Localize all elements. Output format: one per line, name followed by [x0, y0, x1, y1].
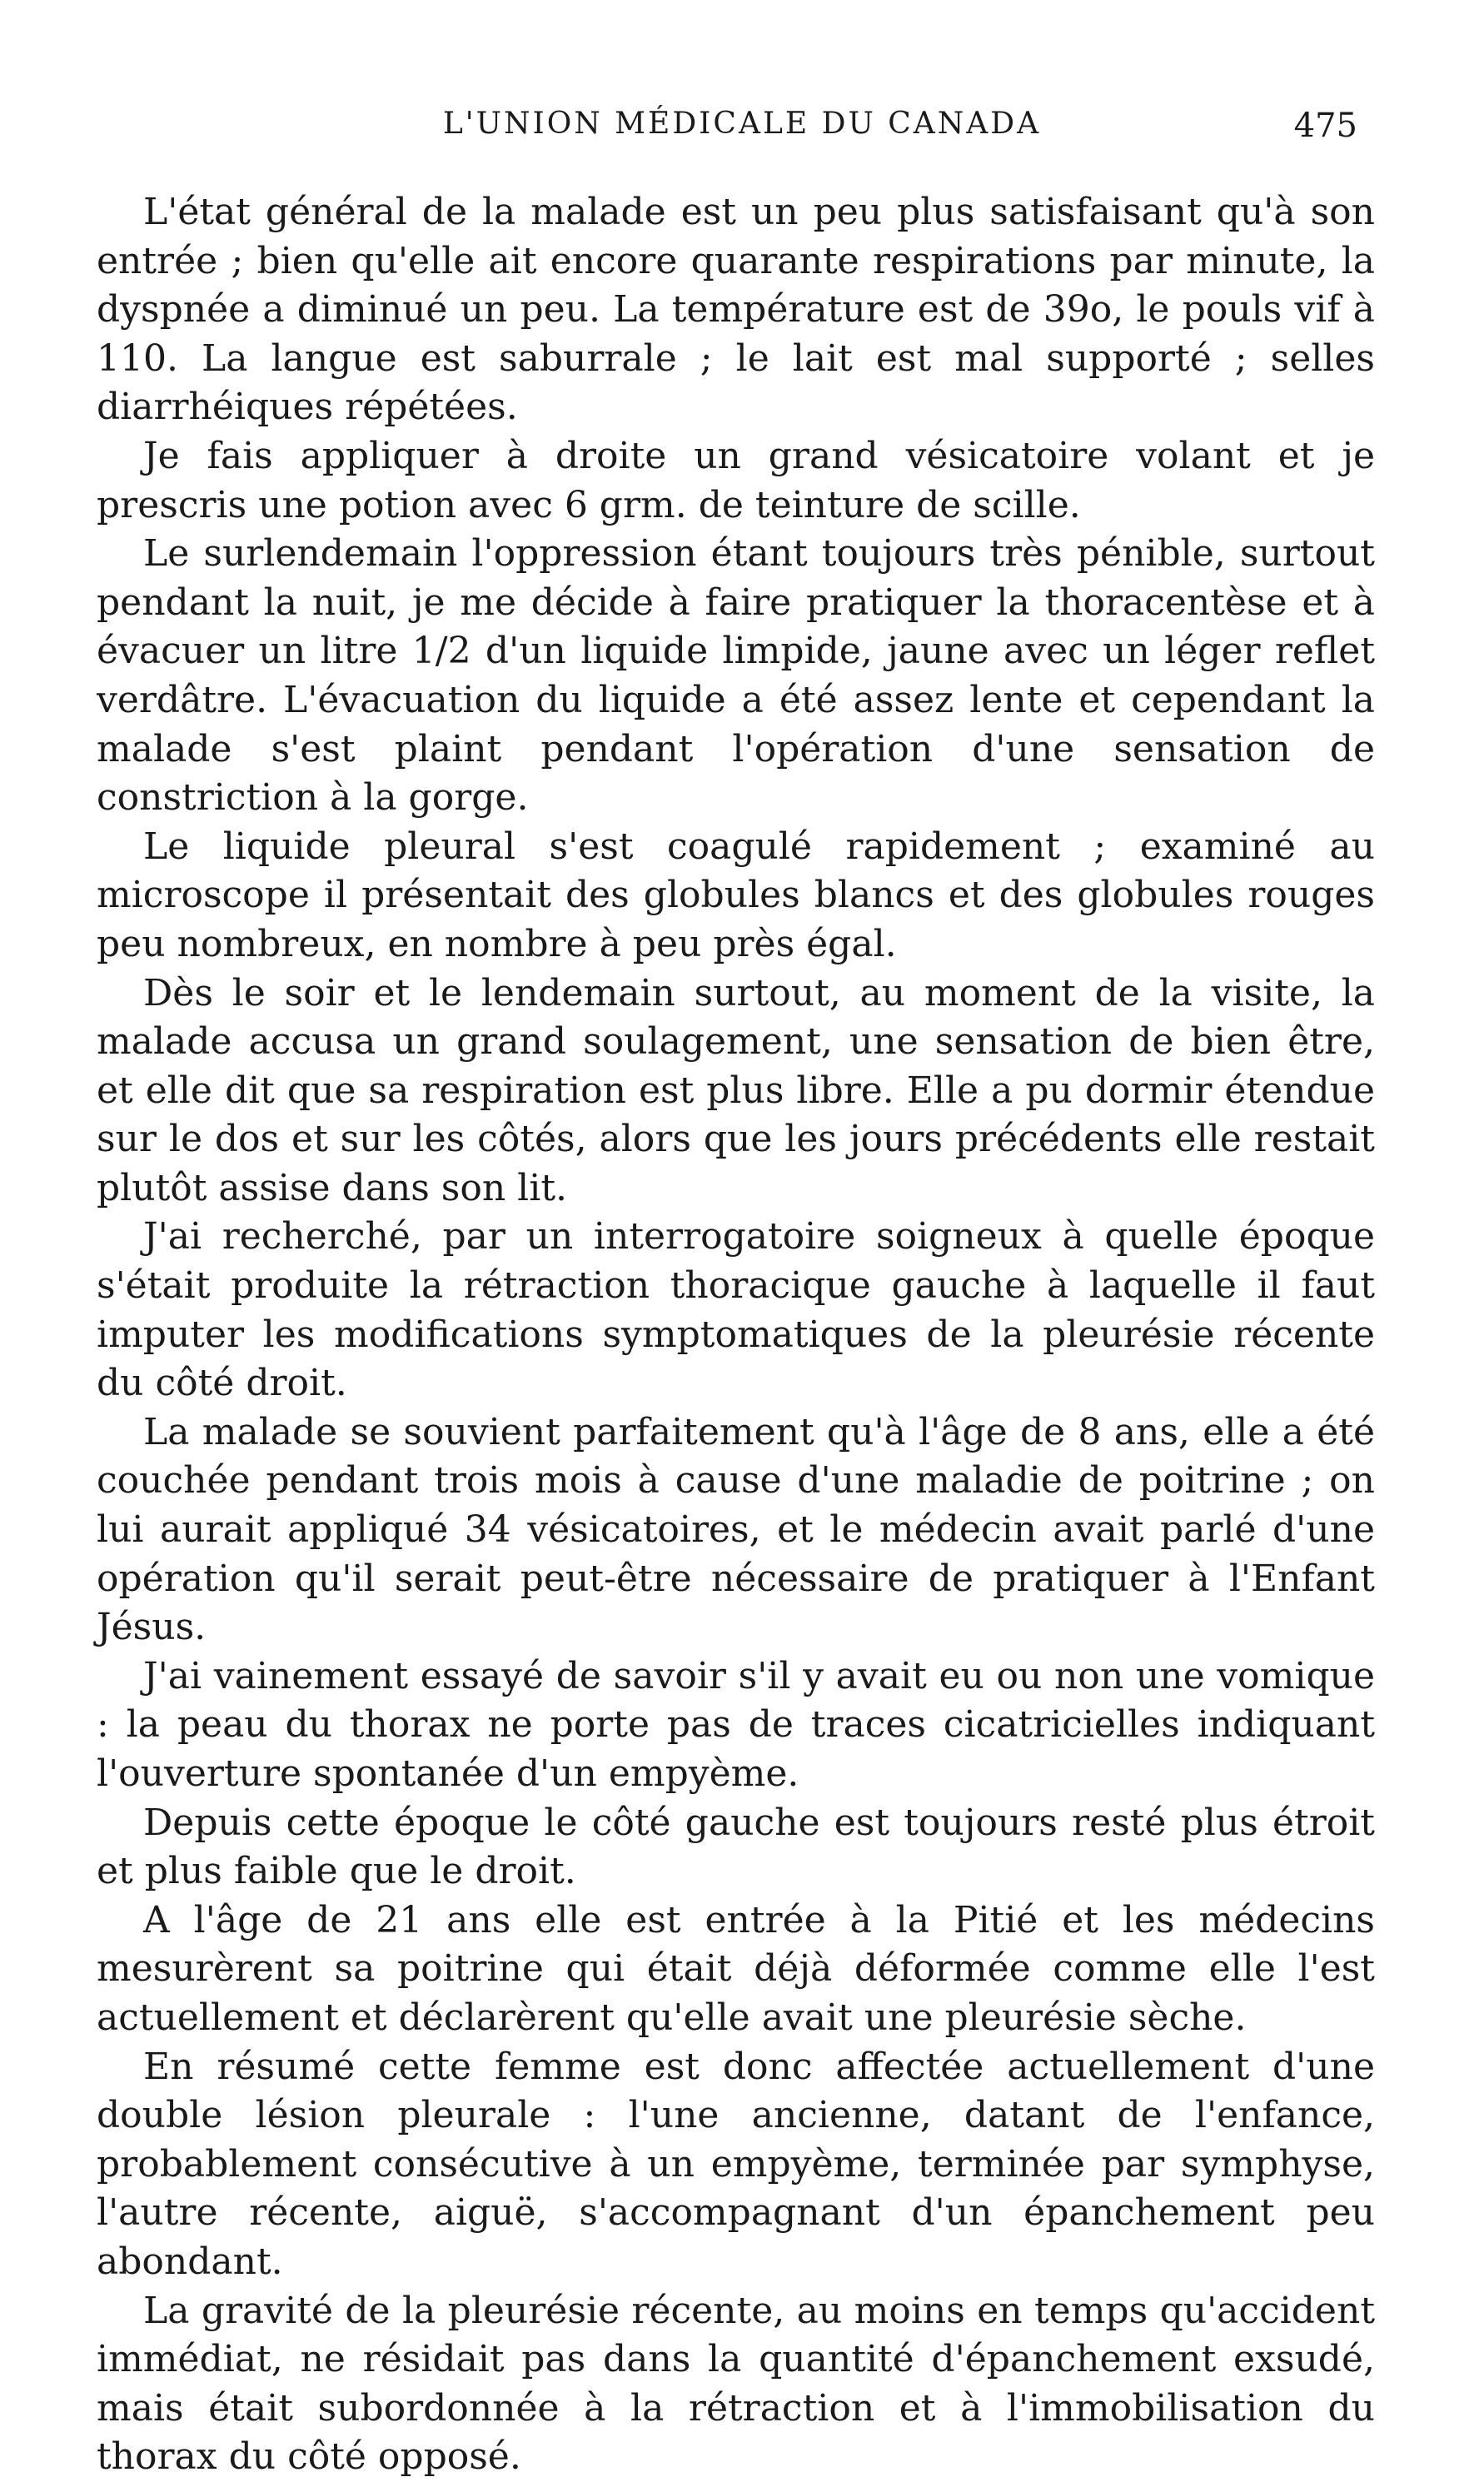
- paragraph-5: Dès le soir et le lendemain surtout, au moment de la visite, la malade accusa un grand soulagement, une sensation de bien être, et elle dit que sa respiration est plus libre. Elle a pu dormir étendue sur le dos et sur les côtés, alors que les jours précédents elle restait plutôt assise dans son lit.: [97, 971, 1375, 1209]
- page-number: 475: [1293, 107, 1357, 145]
- journal-title: L'UNION MÉDICALE DU CANADA: [442, 107, 1042, 141]
- paragraph-11: En résumé cette femme est donc affectée actuellement d'une double lésion pleurale : l'une ancienne, datant de l'enfance, probablement consécutive à un empyème, terminée par symphyse, l'autre récente, aiguë, s'accompagnant d'un épanchement peu abondant.: [97, 2045, 1375, 2283]
- running-header: [0, 107, 1484, 157]
- paragraph-1: L'état général de la malade est un peu plus satisfaisant qu'à son entrée ; bien qu'elle ait encore quarante respirations par minute, la dyspnée a diminué un peu. La température est de 39o, le pouls vif à 110. La langue est saburrale ; le lait est mal supporté ; selles diarrhéiques répétées.: [97, 191, 1375, 429]
- paragraph-3: Le surlendemain l'oppression étant toujours très pénible, surtout pendant la nuit, je me décide à faire pratiquer la thoracentèse et à évacuer un litre 1/2 d'un liquide limpide, jaune avec un léger reflet verdâtre. L'évacuation du liquide a été assez lente et cependant la malade s'est plaint pendant l'opération d'une sensation de constriction à la gorge.: [97, 532, 1375, 820]
- paragraph-10: A l'âge de 21 ans elle est entrée à la Pitié et les médecins mesurèrent sa poitrine qui était déjà déformée comme elle l'est actuellement et déclarèrent qu'elle avait une pleurésie sèche.: [97, 1898, 1375, 2039]
- paragraph-9: Depuis cette époque le côté gauche est toujours resté plus étroit et plus faible que le droit.: [97, 1801, 1375, 1893]
- paragraph-2: Je fais appliquer à droite un grand vésicatoire volant et je prescris une potion avec 6 grm. de teinture de scille.: [97, 434, 1375, 526]
- paragraph-6: J'ai recherché, par un interrogatoire soigneux à quelle époque s'était produite la rétraction thoracique gauche à laquelle il faut imputer les modifications symptomatiques de la pleurésie récente du côté droit.: [97, 1215, 1375, 1405]
- paragraph-7: La malade se souvient parfaitement qu'à l'âge de 8 ans, elle a été couchée pendant trois mois à cause d'une maladie de poitrine ; on lui aurait appliqué 34 vésicatoires, et le médecin avait parlé d'une opération qu'il serait peut-être nécessaire de pratiquer à l'Enfant Jésus.: [97, 1410, 1375, 1649]
- article-body: [97, 188, 1375, 2482]
- paragraph-12: La gravité de la pleurésie récente, au moins en temps qu'accident immédiat, ne résidait pas dans la quantité d'épanchement exsudé, mais était subordonnée à la rétraction et à l'immobilisation du thorax du côté opposé.: [97, 2289, 1375, 2479]
- paragraph-4: Le liquide pleural s'est coagulé rapidement ; examiné au microscope il présentait des globules blancs et des globules rouges peu nombreux, en nombre à peu près égal.: [97, 825, 1375, 965]
- paragraph-8: J'ai vainement essayé de savoir s'il y avait eu ou non une vomique : la peau du thorax ne porte pas de traces cicatricielles indiquant l'ouverture spontanée d'un empyème.: [97, 1654, 1375, 1795]
